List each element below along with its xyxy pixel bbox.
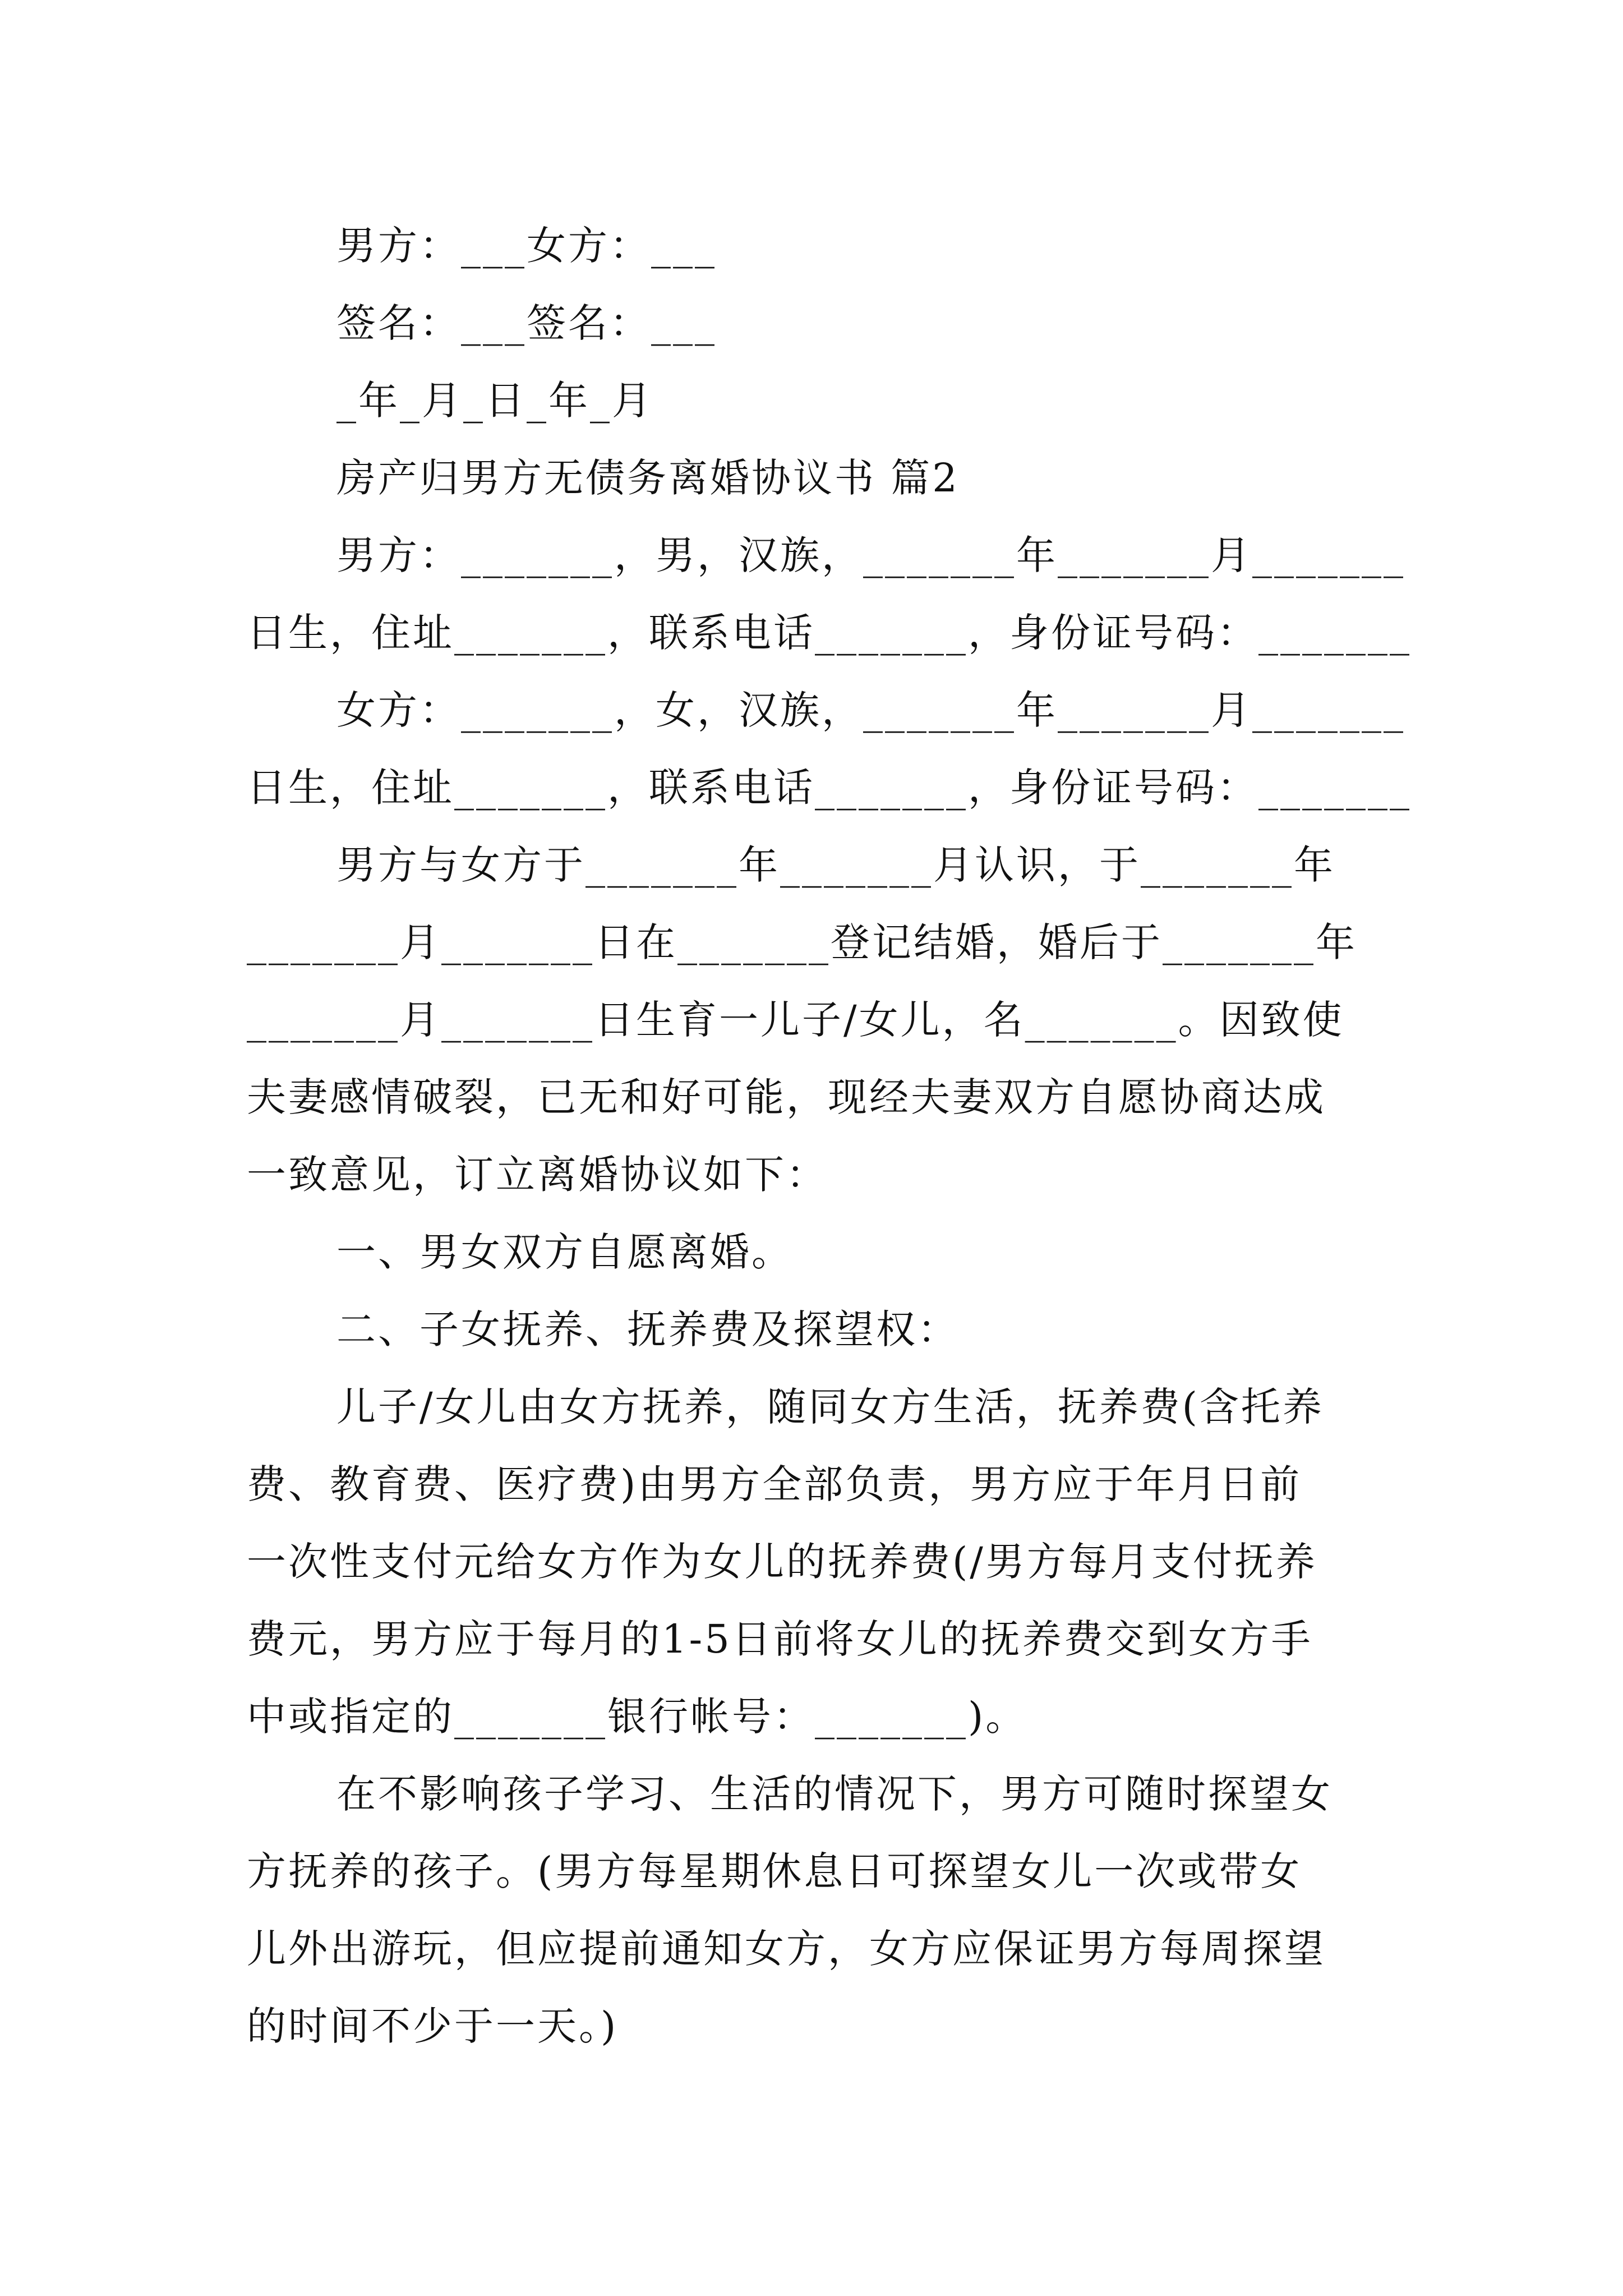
custody-paragraph-line-4: 费元，男方应于每月的1-5日前将女儿的抚养费交到女方手 <box>247 1616 1313 1662</box>
male-party-details: 日生，住址_______，联系电话_______，身份证号码：_______ <box>247 610 1412 656</box>
signature-name-line: 签名：___签名：___ <box>336 300 717 346</box>
clause-two-heading: 二、子女抚养、抚养费及探望权： <box>336 1306 959 1352</box>
marriage-paragraph-line-4: 夫妻感情破裂，已无和好可能，现经夫妻双方自愿协商达成 <box>247 1074 1326 1120</box>
clause-one: 一、男女双方自愿离婚。 <box>336 1229 793 1275</box>
signature-party-line: 男方：___女方：___ <box>336 223 717 269</box>
female-party-details: 日生，住址_______，联系电话_______，身份证号码：_______ <box>247 765 1412 811</box>
marriage-paragraph-line-2: _______月_______日在_______登记结婚，婚后于_______年 <box>247 919 1357 965</box>
visitation-paragraph-line-2: 方抚养的孩子。(男方每星期休息日可探望女儿一次或带女 <box>247 1848 1302 1894</box>
marriage-paragraph-line-3: _______月_______日生育一儿子/女儿，名_______。因致使 <box>247 997 1344 1043</box>
signature-date-line: _年_月_日_年_月 <box>336 378 653 424</box>
custody-paragraph-line-5: 中或指定的_______银行帐号：_______)。 <box>247 1694 1027 1740</box>
female-party-line: 女方：_______，女，汉族，_______年_______月_______ <box>336 687 1405 733</box>
custody-paragraph-line-3: 一次性支付元给女方作为女儿的抚养费(/男方每月支付抚养 <box>247 1539 1317 1585</box>
male-party-line: 男方：_______，男，汉族，_______年_______月_______ <box>336 532 1405 578</box>
visitation-paragraph-line-4: 的时间不少于一天。) <box>247 2003 619 2049</box>
section-title: 房产归男方无债务离婚协议书 篇2 <box>336 455 960 501</box>
custody-paragraph-line-2: 费、教育费、医疗费)由男方全部负责，男方应于年月日前 <box>247 1461 1302 1507</box>
visitation-paragraph-line-3: 儿外出游玩，但应提前通知女方，女方应保证男方每周探望 <box>247 1926 1326 1972</box>
marriage-paragraph-line-1: 男方与女方于_______年_______月认识，于_______年 <box>336 842 1335 888</box>
custody-paragraph-line-1: 儿子/女儿由女方抚养，随同女方生活，抚养费(含托养 <box>336 1384 1324 1430</box>
visitation-paragraph-line-1: 在不影响孩子学习、生活的情况下，男方可随时探望女 <box>336 1771 1332 1817</box>
marriage-paragraph-line-5: 一致意见，订立离婚协议如下： <box>247 1152 828 1198</box>
